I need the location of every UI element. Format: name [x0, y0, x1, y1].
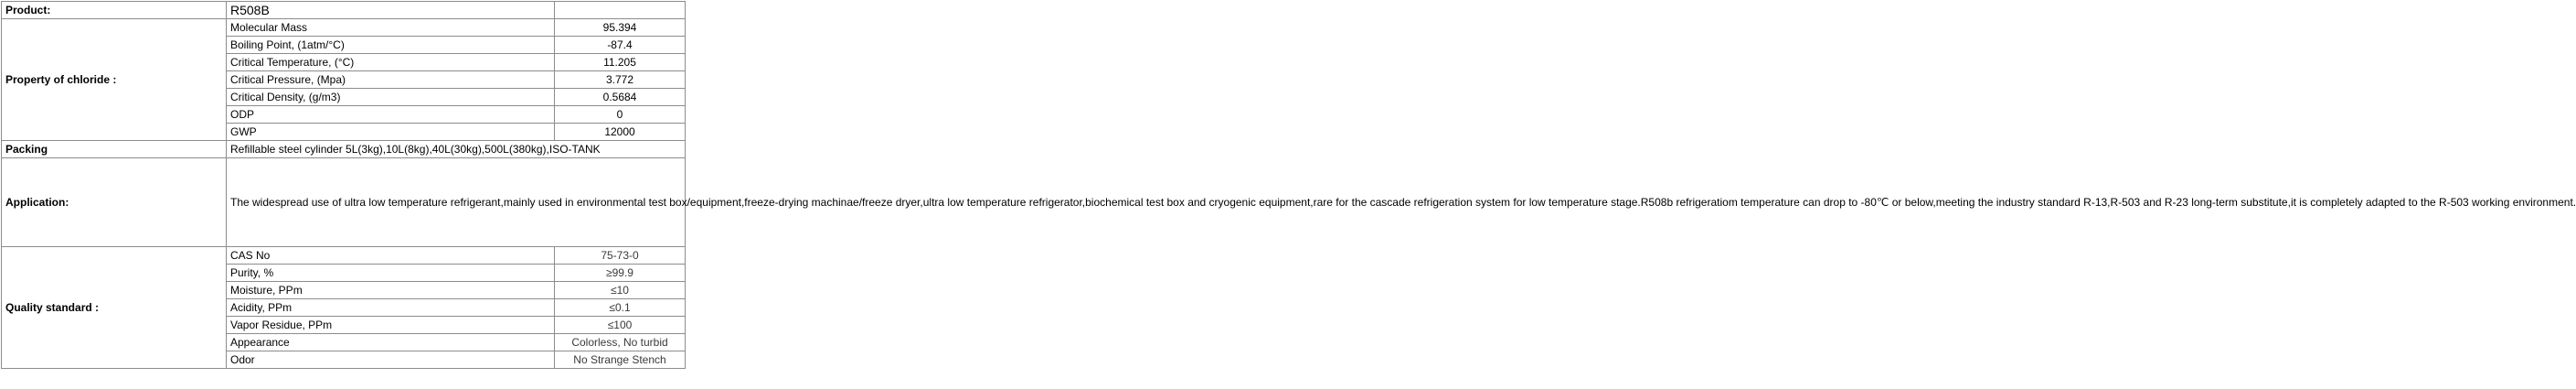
property-value: 0	[555, 106, 686, 124]
quality-value: 75-73-0	[555, 247, 686, 265]
property-value: 3.772	[555, 71, 686, 89]
quality-name: Odor	[227, 351, 555, 369]
property-value: 95.394	[555, 19, 686, 37]
property-name: ODP	[227, 106, 555, 124]
quality-value: ≤10	[555, 282, 686, 299]
property-value: 0.5684	[555, 89, 686, 106]
packing-value: Refillable steel cylinder 5L(3kg),10L(8kg),40L(30kg),500L(380kg),ISO-TANK	[227, 141, 686, 158]
property-name: Critical Density, (g/m3)	[227, 89, 555, 106]
quality-value: No Strange Stench	[555, 351, 686, 369]
quality-value: Colorless, No turbid	[555, 334, 686, 351]
quality-name: Purity, %	[227, 265, 555, 282]
property-value: -87.4	[555, 37, 686, 54]
property-name: Molecular Mass	[227, 19, 555, 37]
packing-label: Packing	[2, 141, 227, 158]
application-label: Application:	[2, 158, 227, 247]
property-name: Critical Temperature, (°C)	[227, 54, 555, 71]
quality-value: ≥99.9	[555, 265, 686, 282]
application-row	[2, 158, 686, 247]
property-name: Critical Pressure, (Mpa)	[227, 71, 555, 89]
product-row	[2, 2, 686, 19]
quality-label: Quality standard :	[2, 247, 227, 369]
quality-name: Vapor Residue, PPm	[227, 317, 555, 334]
property-name: GWP	[227, 124, 555, 141]
quality-row	[2, 247, 686, 265]
product-spec-table	[1, 1, 2576, 369]
property-label: Property of chloride :	[2, 19, 227, 141]
product-label: Product:	[2, 2, 227, 19]
quality-name: Moisture, PPm	[227, 282, 555, 299]
quality-value: ≤0.1	[555, 299, 686, 317]
quality-name: Acidity, PPm	[227, 299, 555, 317]
application-text: The widespread use of ultra low temperature refrigerant,mainly used in environmental test box/equipment,freeze-drying machinae/freeze dryer,ultra low temperature refrigerator,biochemical test box and cryogenic equipment,rare for the cascade refrigeration system for low temperature stage.R508b refrigeratiom temperature can drop to -80℃ or below,meeting the industry standard R-13,R-503 and R-23 long-term substitute,it is completely adapted to the R-503 working environment.	[227, 158, 686, 247]
quality-name: CAS No	[227, 247, 555, 265]
product-value: R508B	[227, 2, 555, 19]
quality-name: Appearance	[227, 334, 555, 351]
property-name: Boiling Point, (1atm/°C)	[227, 37, 555, 54]
property-value: 12000	[555, 124, 686, 141]
quality-value: ≤100	[555, 317, 686, 334]
packing-row	[2, 141, 686, 158]
property-value: 11.205	[555, 54, 686, 71]
product-extra	[555, 2, 686, 19]
property-row	[2, 19, 686, 37]
